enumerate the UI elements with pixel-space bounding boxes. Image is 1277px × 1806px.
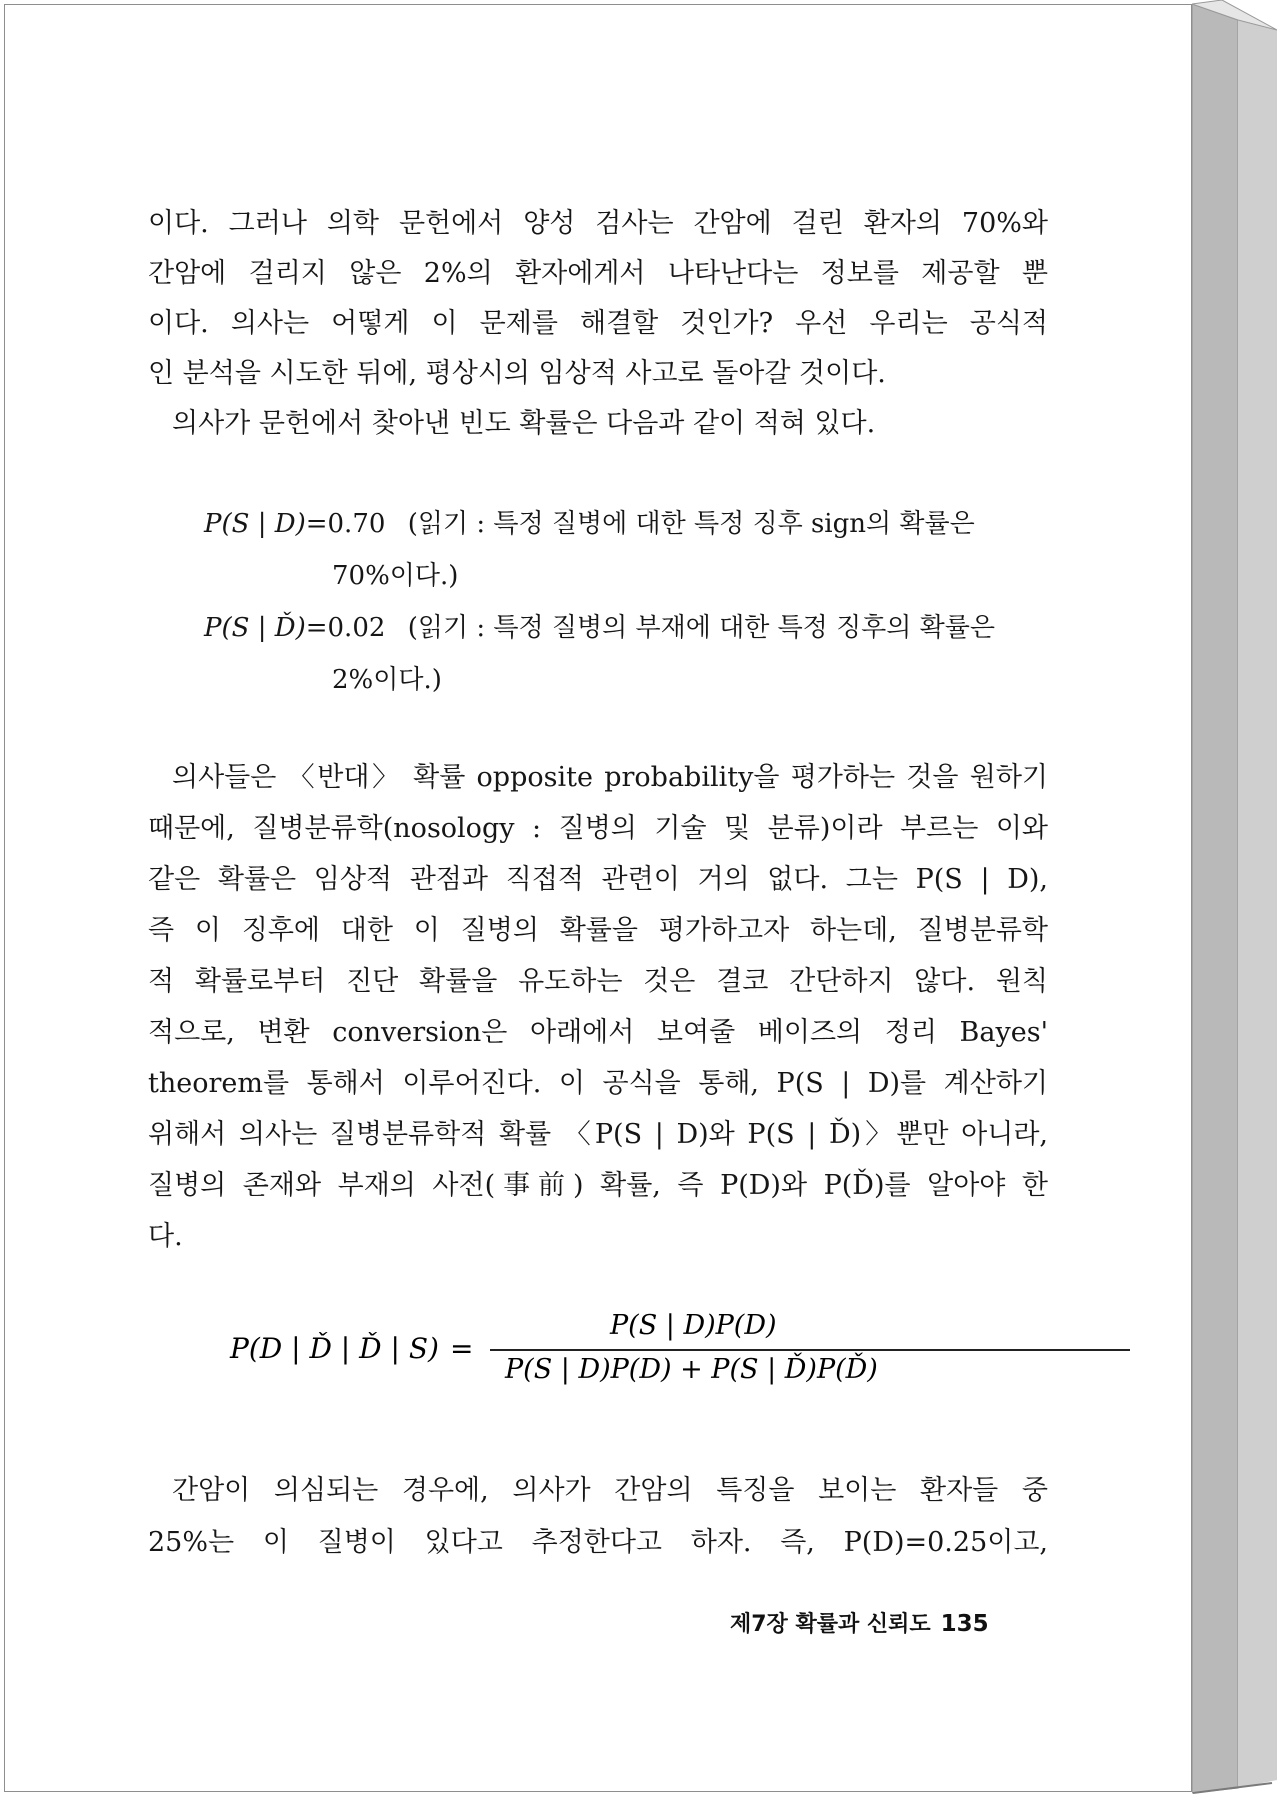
chapter-title: 제7장 확률과 신뢰도	[730, 1612, 931, 1637]
page-footer	[730, 1607, 989, 1638]
text-line: theorem를 통해서 이루어진다. 이 공식을 통해, P(S | D)를 계산하기	[148, 1068, 1048, 1099]
text-line: 질병의 존재와 부재의 사전(事前) 확률, 즉 P(D)와 P(Ď)를 알아야 한	[148, 1170, 1048, 1201]
formula-2-expression: P(S | Ď)	[204, 613, 306, 643]
fraction-bar	[490, 1349, 1130, 1351]
text-line: 때문에, 질병분류학(nosology : 질병의 기술 및 분류)이라 부르는 이와	[148, 813, 1048, 844]
formula-1	[204, 503, 975, 540]
text-line: 이다. 그러나 의학 문헌에서 양성 검사는 간암에 걸린 환자의 70%와	[148, 208, 1048, 239]
bayes-equals: =	[450, 1332, 474, 1365]
bayes-lhs: P(D | Ď | Ď | S)	[230, 1332, 439, 1365]
text-line: 적으로, 변환 conversion은 아래에서 보여줄 베이즈의 정리 Bayes'	[148, 1017, 1048, 1048]
formula-1-value: =0.70	[305, 509, 386, 539]
text-line: 25%는 이 질병이 있다고 추정한다고 하자. 즉, P(D)=0.25이고,	[148, 1527, 1048, 1558]
text-line: 같은 확률은 임상적 관점과 직접적 관련이 거의 없다. 그는 P(S | D),	[148, 864, 1048, 895]
formula-2-note-cont: 2%이다.)	[332, 665, 442, 695]
formula-1-note-cont: 70%이다.)	[332, 561, 459, 591]
bayes-formula	[230, 1310, 930, 1390]
bayes-denominator: P(S | D)P(D) + P(S | Ď)P(Ď)	[505, 1354, 878, 1385]
formula-1-note: (읽기 : 특정 질병에 대한 특정 징후 sign의 확률은	[407, 509, 975, 539]
text-line: 즉 이 징후에 대한 이 질병의 확률을 평가하고자 하는데, 질병분류학	[148, 915, 1048, 946]
formula-2-value: =0.02	[305, 613, 386, 643]
text-line: 이다. 의사는 어떻게 이 문제를 해결할 것인가? 우선 우리는 공식적	[148, 308, 1048, 339]
text-line: 의사들은 〈반대〉 확률 opposite probability을 평가하는 것을 원하기	[172, 762, 1048, 793]
book-spine-edge	[1192, 0, 1277, 1806]
text-line: 간암이 의심되는 경우에, 의사가 간암의 특징을 보이는 환자들 중	[172, 1475, 1048, 1506]
formula-1-expression: P(S | D)	[204, 509, 306, 539]
bayes-numerator: P(S | D)P(D)	[610, 1310, 777, 1341]
text-line: 간암에 걸리지 않은 2%의 환자에게서 나타난다는 정보를 제공할 뿐	[148, 258, 1048, 289]
text-line: 위해서 의사는 질병분류학적 확률 〈P(S | D)와 P(S | Ď)〉뿐만 아니라,	[148, 1119, 1048, 1150]
text-line: 적 확률로부터 진단 확률을 유도하는 것은 결코 간단하지 않다. 원칙	[148, 966, 1048, 997]
formula-2-note: (읽기 : 특정 질병의 부재에 대한 특정 징후의 확률은	[407, 613, 996, 643]
formula-2	[204, 607, 995, 644]
text-line: 인 분석을 시도한 뒤에, 평상시의 임상적 사고로 돌아갈 것이다.	[148, 358, 886, 389]
text-line: 다.	[148, 1221, 183, 1252]
text-line: 의사가 문헌에서 찾아낸 빈도 확률은 다음과 같이 적혀 있다.	[172, 408, 876, 439]
page-number: 135	[940, 1611, 989, 1637]
